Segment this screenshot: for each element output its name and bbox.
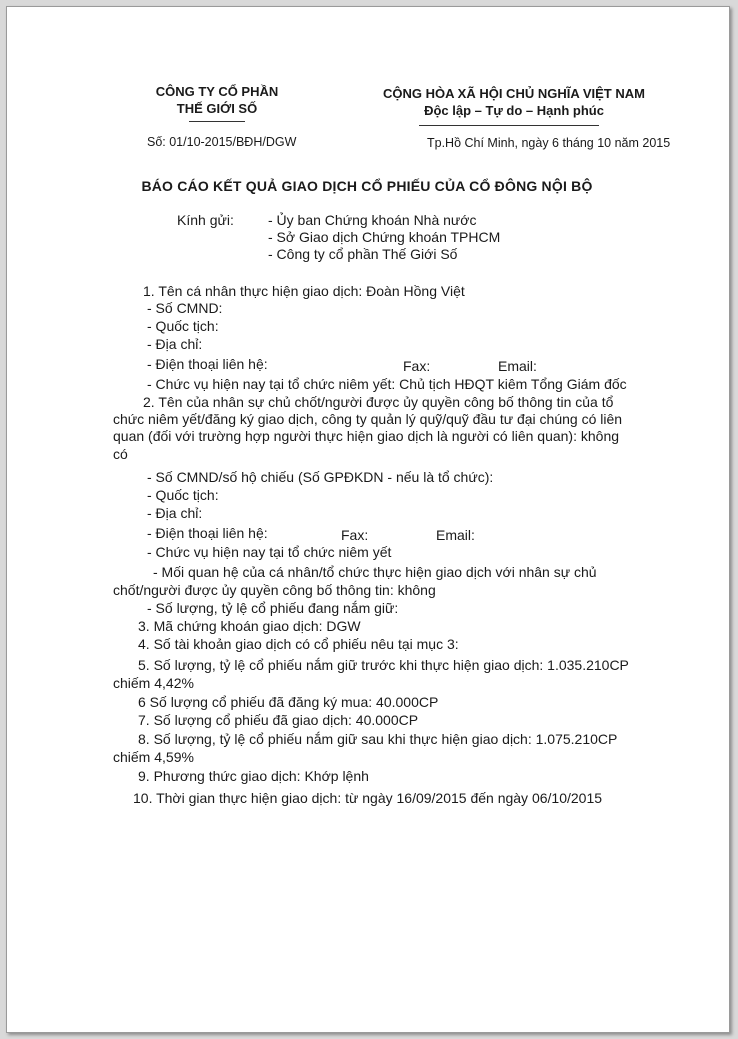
section1-fax: Fax: (403, 358, 431, 374)
section2-holdings: - Số lượng, tỷ lệ cổ phiếu đang nắm giữ: (147, 600, 399, 616)
section1-phone: - Điện thoại liên hệ: (147, 356, 268, 372)
item-7: 7. Số lượng cổ phiếu đã giao dịch: 40.000CP (138, 712, 419, 728)
section2-address: - Địa chỉ: (147, 505, 203, 521)
recipients-label: Kính gửi: (177, 212, 234, 228)
company-name-line2: THẾ GIỚI SỐ (176, 101, 258, 116)
recipient-item: - Ủy ban Chứng khoán Nhà nước (268, 212, 477, 228)
document-page (6, 6, 730, 1033)
motto-underline (419, 125, 599, 126)
item-8-line2: chiếm 4,59% (113, 749, 194, 765)
section2-position: - Chức vụ hiện nay tại tổ chức niêm yết (147, 544, 392, 560)
section2-relation-line2: chốt/người được ủy quyền công bố thông tin: không (113, 582, 436, 598)
section2-line2: chức niêm yết/đăng ký giao dịch, công ty quản lý quỹ/quỹ đầu tư đại chúng có liên (113, 411, 623, 427)
section1-id-number: - Số CMND: (147, 300, 223, 316)
item-10: 10. Thời gian thực hiện giao dịch: từ ngày 16/09/2015 đến ngày 06/10/2015 (133, 790, 603, 806)
item-3: 3. Mã chứng khoán giao dịch: DGW (138, 618, 361, 634)
item-6: 6 Số lượng cổ phiếu đã đăng ký mua: 40.000CP (138, 694, 439, 710)
item-4: 4. Số tài khoản giao dịch có cổ phiếu nêu tại mục 3: (138, 636, 459, 652)
nation-motto: Độc lập – Tự do – Hạnh phúc (424, 103, 604, 118)
section2-line1: 2. Tên của nhân sự chủ chốt/người được ủy quyền công bố thông tin của tổ (143, 394, 614, 410)
item-5-line2: chiếm 4,42% (113, 675, 194, 691)
recipient-item: - Sở Giao dịch Chứng khoán TPHCM (268, 229, 501, 245)
recipient-item: - Công ty cổ phần Thế Giới Số (268, 246, 458, 262)
section1-nationality: - Quốc tịch: (147, 318, 219, 334)
section1-email: Email: (498, 358, 537, 374)
section2-nationality: - Quốc tịch: (147, 487, 219, 503)
company-underline (189, 121, 245, 122)
item-8-line1: 8. Số lượng, tỷ lệ cổ phiếu nắm giữ sau khi thực hiện giao dịch: 1.075.210CP (138, 731, 618, 747)
section1-address: - Địa chỉ: (147, 336, 203, 352)
document-number: Số: 01/10-2015/BĐH/DGW (147, 135, 297, 149)
item-9: 9. Phương thức giao dịch: Khớp lệnh (138, 768, 369, 784)
report-title: BÁO CÁO KẾT QUẢ GIAO DỊCH CỔ PHIẾU CỦA CỔ ĐÔNG NỘI BỘ (141, 178, 593, 194)
section1-position: - Chức vụ hiện nay tại tổ chức niêm yết: Chủ tịch HĐQT kiêm Tổng Giám đốc (147, 376, 627, 392)
section2-email: Email: (436, 527, 475, 543)
section2-line3: quan (đối với trường hợp người thực hiện giao dịch là người có liên quan): không (113, 428, 620, 444)
item-5-line1: 5. Số lượng, tỷ lệ cổ phiếu nắm giữ trước khi thực hiện giao dịch: 1.035.210CP (138, 657, 629, 673)
section1-heading: 1. Tên cá nhân thực hiện giao dịch: Đoàn Hồng Việt (143, 283, 465, 299)
company-name-line1: CÔNG TY CỔ PHẦN (155, 84, 279, 99)
section2-line4: có (113, 446, 128, 462)
nation-title: CỘNG HÒA XÃ HỘI CHỦ NGHĨA VIỆT NAM (383, 86, 645, 101)
date-line: Tp.Hồ Chí Minh, ngày 6 tháng 10 năm 2015 (427, 136, 671, 150)
section2-fax: Fax: (341, 527, 369, 543)
section2-relation-line1: - Mối quan hệ của cá nhân/tổ chức thực hiện giao dịch với nhân sự chủ (153, 564, 597, 580)
section2-id-number: - Số CMND/số hộ chiếu (Số GPĐKDN - nếu là tổ chức): (147, 469, 494, 485)
section2-phone: - Điện thoại liên hệ: (147, 525, 268, 541)
